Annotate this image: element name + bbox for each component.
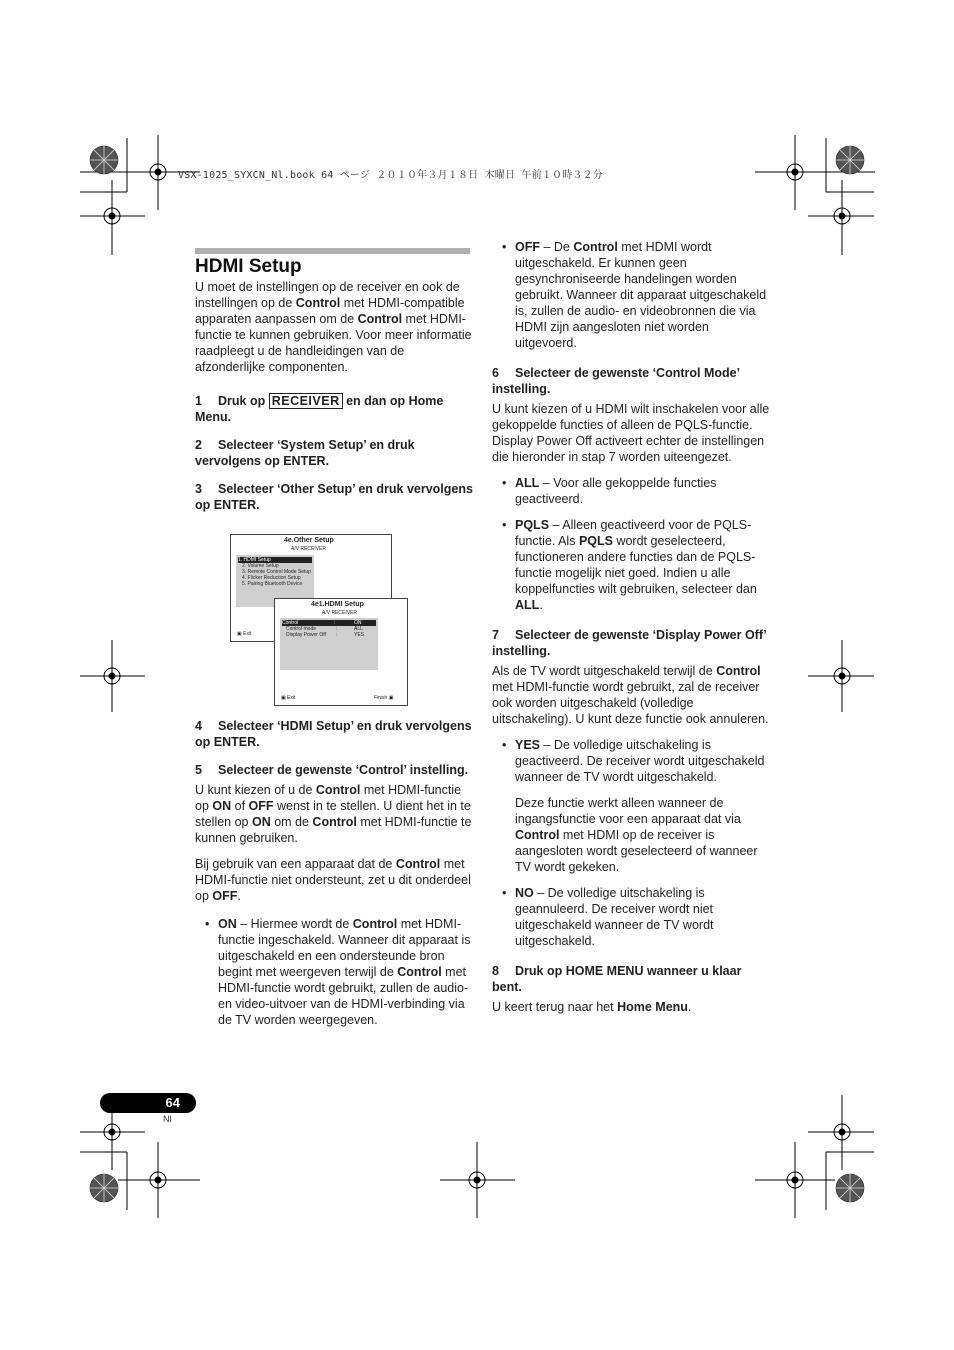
left-column-lower	[195, 718, 473, 1032]
bullet-on: • ON – Hiermee wordt de Control met HDMI-functie ingeschakeld. Wanneer dit apparaat is uitgeschakeld en een ondersteunde bron begint met weergeven terwijl de Control met HDMI-functie wordt gebruikt, zullen de audio- en video-uitvoer van de HDMI-verbinding via de TV worden weergegeven.	[205, 917, 471, 1027]
step-8: 8 Druk op HOME MENU wanneer u klaar bent.	[492, 964, 742, 994]
step-6-paragraph: U kunt kiezen of u HDMI wilt inschakelen voor alle gekoppelde functies of alleen de PQLS-functie. Display Power Off activeert echter de instellingen die hieronder in stap 7 worden uiteengezet.	[492, 402, 770, 464]
menu-item-bluetooth: 5. Pairing Bluetooth Device	[242, 581, 303, 587]
row-control: Control : ON	[282, 620, 376, 626]
exit-label: ▣ Exit	[281, 695, 296, 701]
step-7: 7 Selecteer de gewenste ‘Display Power Off’ instelling.	[492, 628, 767, 658]
bullet-all: • ALL – Voor alle gekoppelde functies geactiveerd.	[502, 476, 717, 506]
step-3: 3 Selecteer ‘Other Setup’ en druk vervolgens op ENTER.	[195, 482, 473, 512]
menu-item-volume-setup: 2. Volume Setup	[242, 563, 279, 569]
left-column	[195, 279, 473, 517]
screen-subtitle: A/V RECEIVER	[322, 610, 358, 616]
bullet-pqls: • PQLS – Alleen geactiveerd voor de PQLS-functie. Als PQLS wordt geselecteerd, functioneren andere functies dan de PQLS-functie mogelijk niet goed. Indien u alle koppelfuncties wilt gebruiken, selecteer dan ALL.	[502, 518, 757, 612]
screen-subtitle: A/V RECEIVER	[291, 546, 327, 552]
print-header: VSX-1025_SYXCN_Nl.book 64 ページ ２０１０年３月１８日 木曜日 午前１０時３２分	[178, 170, 603, 181]
menu-item-flicker: 4. Flicker Reduction Setup	[242, 575, 301, 581]
step-1: 1 Druk op RECEIVER en dan op Home Menu.	[195, 394, 444, 424]
menu-item-remote-control: 3. Remote Control Mode Setup	[242, 569, 311, 575]
section-bar	[195, 248, 470, 254]
finish-label: Finish ▣	[374, 695, 394, 701]
screen-title: 4e1.HDMI Setup	[311, 601, 364, 608]
step-5-paragraph-2: Bij gebruik van een apparaat dat de Control met HDMI-functie niet ondersteunt, zet u dit onderdeel op OFF.	[195, 857, 471, 903]
menu-item-hdmi-setup: 1. HDMI Setup	[238, 557, 312, 563]
yes-note: Deze functie werkt alleen wanneer de ingangsfunctie voor een apparaat dat via Control met HDMI op de receiver is aangesloten wordt geselecteerd of wanneer TV wordt gekeken.	[515, 796, 758, 874]
receiver-button-label: RECEIVER	[269, 393, 343, 409]
step-2: 2 Selecteer ‘System Setup’ en druk vervolgens op ENTER.	[195, 438, 415, 468]
row-display-power-off: Display Power Off : YES	[286, 632, 365, 638]
section-title: HDMI Setup	[195, 256, 302, 277]
step-5: 5 Selecteer de gewenste ‘Control’ instelling.	[195, 763, 469, 777]
page-number: 64	[165, 1095, 180, 1110]
right-column	[492, 239, 770, 1019]
step-4: 4 Selecteer ‘HDMI Setup’ en druk vervolgens op ENTER.	[195, 719, 472, 749]
bullet-yes: • YES – De volledige uitschakeling is geactiveerd. De receiver wordt uitgeschakeld wanneer de TV wordt uitgeschakeld.	[502, 738, 765, 784]
step-8-paragraph: U keert terug naar het Home Menu.	[492, 1000, 692, 1014]
hdmi-setup-screen	[274, 598, 408, 706]
page-language: Nl	[163, 1114, 172, 1124]
step-7-paragraph: Als de TV wordt uitgeschakeld terwijl de Control met HDMI-functie wordt gebruikt, zal de receiver ook worden uitgeschakeld (volledige uitschakeling). U kunt deze functie ook annuleren.	[492, 664, 769, 726]
bullet-no: • NO – De volledige uitschakeling is geannuleerd. De receiver wordt niet uitgeschakeld wanneer de TV wordt uitgeschakeld.	[502, 886, 714, 948]
intro-paragraph: U moet de instellingen op de receiver en ook de instellingen op de Control met HDMI-compatible apparaten aanpassen om de Control met HDMI-functie te kunnen gebruiken. Voor meer informatie raadpleegt u de handleidingen van de afzonderlijke componenten.	[195, 280, 472, 374]
exit-label: ▣ Exit	[237, 631, 252, 637]
bullet-off: • OFF – De Control met HDMI wordt uitgeschakeld. Er kunnen geen gesynchroniseerde handelingen worden gebruikt. Wanneer dit apparaat uitgeschakeld is, zullen de audio- en videobronnen die via HDMI zijn aangesloten niet worden uitgevoerd.	[502, 240, 767, 350]
step-5-paragraph-1: U kunt kiezen of u de Control met HDMI-functie op ON of OFF wenst in te stellen. U dient het in te stellen op ON om de Control met HDMI-functie te kunnen gebruiken.	[195, 783, 472, 845]
step-6: 6 Selecteer de gewenste ‘Control Mode’ instelling.	[492, 366, 740, 396]
screen-title: 4e.Other Setup	[284, 537, 334, 544]
row-control-mode: Control mode : ALL	[286, 626, 363, 632]
